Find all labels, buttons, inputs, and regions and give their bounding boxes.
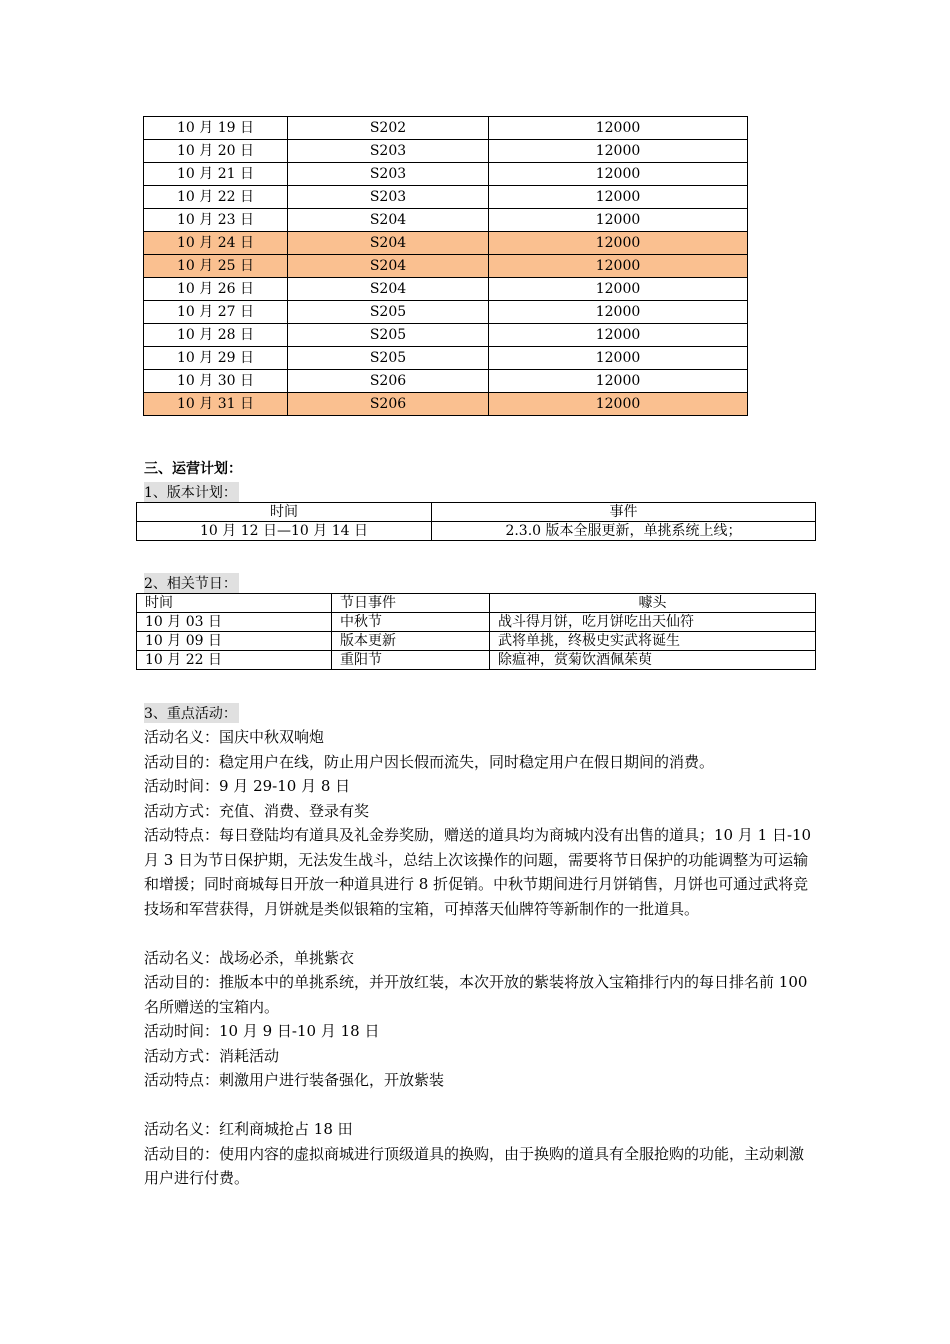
activity-time: 活动时间：10 月 9 日-10 月 18 日 xyxy=(144,1022,380,1040)
activity-feature: 活动特点：每日登陆均有道具及礼金券奖励，赠送的道具均为商城内没有出售的道具；10 月 1 日-10 月 3 日为节日保护期，无法发生战斗，总结上次该操作的问题，需要将节日保护的功能调整为可运输和增援；同时商城每日开放一种道具进行 8 折促销。中秋节期间进行月饼销售，月饼也可通过武将竞技场和军营获得，月饼就是类似银箱的宝箱，可掉落天仙牌符等新制作的一批道具。 xyxy=(144,826,812,918)
cell: 10 月 03 日 xyxy=(137,613,332,632)
cell-amount: 12000 xyxy=(489,393,748,416)
table-row xyxy=(144,209,748,232)
cell-date: 10 月 19 日 xyxy=(144,117,288,140)
cell: 10 月 22 日 xyxy=(137,651,332,670)
cell-amount: 12000 xyxy=(489,324,748,347)
cell-server: S205 xyxy=(288,324,489,347)
section-title: 三、运营计划： xyxy=(144,461,242,477)
cell-amount: 12000 xyxy=(489,347,748,370)
activities-label: 3、重点活动： xyxy=(144,703,239,723)
cell-date: 10 月 30 日 xyxy=(144,370,288,393)
cell-server: S205 xyxy=(288,347,489,370)
table-row xyxy=(144,370,748,393)
cell: 版本更新 xyxy=(332,632,490,651)
cell: 武将单挑，终极史实武将诞生 xyxy=(490,632,816,651)
cell-server: S203 xyxy=(288,140,489,163)
version-plan-table xyxy=(136,502,816,541)
cell-date: 10 月 31 日 xyxy=(144,393,288,416)
activity-method: 活动方式：充值、消费、登录有奖 xyxy=(144,801,370,820)
table-row xyxy=(144,324,748,347)
cell-date: 10 月 26 日 xyxy=(144,278,288,301)
cell-server: S203 xyxy=(288,186,489,209)
version-plan-label: 1、版本计划： xyxy=(144,482,239,502)
cell-amount: 12000 xyxy=(489,278,748,301)
cell-amount: 12000 xyxy=(489,186,748,209)
cell-date: 10 月 29 日 xyxy=(144,347,288,370)
table-row xyxy=(144,117,748,140)
activity-name: 活动名义：战场必杀，单挑紫衣 xyxy=(144,948,355,967)
cell-server: S205 xyxy=(288,301,489,324)
cell-date: 10 月 23 日 xyxy=(144,209,288,232)
activity-name: 活动名义：红利商城抢占 18 田 xyxy=(144,1120,353,1138)
activity-goal: 活动目的：推版本中的单挑系统，并开放红装，本次开放的紫装将放入宝箱排行内的每日排名前 100 名所赠送的宝箱内。 xyxy=(144,973,808,1016)
festivals-table xyxy=(136,593,816,670)
festivals-label: 2、相关节日： xyxy=(144,573,239,593)
cell-amount: 12000 xyxy=(489,255,748,278)
cell-date: 10 月 27 日 xyxy=(144,301,288,324)
table-row xyxy=(144,255,748,278)
header-cell: 事件 xyxy=(432,503,816,522)
activity-goal: 活动目的：稳定用户在线，防止用户因长假而流失，同时稳定用户在假日期间的消费。 xyxy=(144,752,715,771)
table-row xyxy=(144,301,748,324)
header-cell: 时间 xyxy=(137,594,332,613)
cell: 除瘟神，赏菊饮酒佩茱萸 xyxy=(490,651,816,670)
table-row xyxy=(144,186,748,209)
cell-server: S204 xyxy=(288,209,489,232)
cell: 10 月 09 日 xyxy=(137,632,332,651)
cell-date: 10 月 24 日 xyxy=(144,232,288,255)
activity-feature: 活动特点：刺激用户进行装备强化，开放紫装 xyxy=(144,1071,445,1089)
table-row xyxy=(137,632,816,651)
activity-method: 活动方式：消耗活动 xyxy=(144,1046,280,1065)
header-cell: 噱头 xyxy=(490,594,816,613)
activity-time: 活动时间：9 月 29-10 月 8 日 xyxy=(144,777,351,795)
cell-amount: 12000 xyxy=(489,117,748,140)
cell-server: S203 xyxy=(288,163,489,186)
cell-server: S204 xyxy=(288,255,489,278)
cell-amount: 12000 xyxy=(489,370,748,393)
cell-server: S206 xyxy=(288,370,489,393)
activity-goal: 活动目的：使用内容的虚拟商城进行顶级道具的换购，由于换购的道具有全服抢购的功能，主动刺激用户进行付费。 xyxy=(144,1144,805,1187)
header-cell: 节日事件 xyxy=(332,594,490,613)
cell: 重阳节 xyxy=(332,651,490,670)
cell-date: 10 月 25 日 xyxy=(144,255,288,278)
cell: 2.3.0 版本全服更新，单挑系统上线； xyxy=(432,522,816,541)
cell-server: S204 xyxy=(288,232,489,255)
table-header-row xyxy=(137,594,816,613)
table-row xyxy=(144,163,748,186)
cell-date: 10 月 20 日 xyxy=(144,140,288,163)
table-row xyxy=(137,613,816,632)
cell-date: 10 月 22 日 xyxy=(144,186,288,209)
cell-date: 10 月 28 日 xyxy=(144,324,288,347)
table-row xyxy=(137,651,816,670)
server-schedule-table xyxy=(143,116,748,416)
cell-date: 10 月 21 日 xyxy=(144,163,288,186)
cell-amount: 12000 xyxy=(489,301,748,324)
cell: 10 月 12 日—10 月 14 日 xyxy=(137,522,432,541)
cell: 中秋节 xyxy=(332,613,490,632)
cell-server: S204 xyxy=(288,278,489,301)
cell-amount: 12000 xyxy=(489,209,748,232)
cell-amount: 12000 xyxy=(489,163,748,186)
cell-server: S206 xyxy=(288,393,489,416)
activity-name: 活动名义：国庆中秋双响炮 xyxy=(144,728,325,746)
table-row xyxy=(144,278,748,301)
cell: 战斗得月饼，吃月饼吃出天仙符 xyxy=(490,613,816,632)
table-row xyxy=(144,232,748,255)
cell-amount: 12000 xyxy=(489,232,748,255)
cell-amount: 12000 xyxy=(489,140,748,163)
activities-body xyxy=(144,725,814,1191)
table-header-row xyxy=(137,503,816,522)
cell-server: S202 xyxy=(288,117,489,140)
table-row xyxy=(137,522,816,541)
table-row xyxy=(144,140,748,163)
header-cell: 时间 xyxy=(137,503,432,522)
table-row xyxy=(144,347,748,370)
table-row xyxy=(144,393,748,416)
